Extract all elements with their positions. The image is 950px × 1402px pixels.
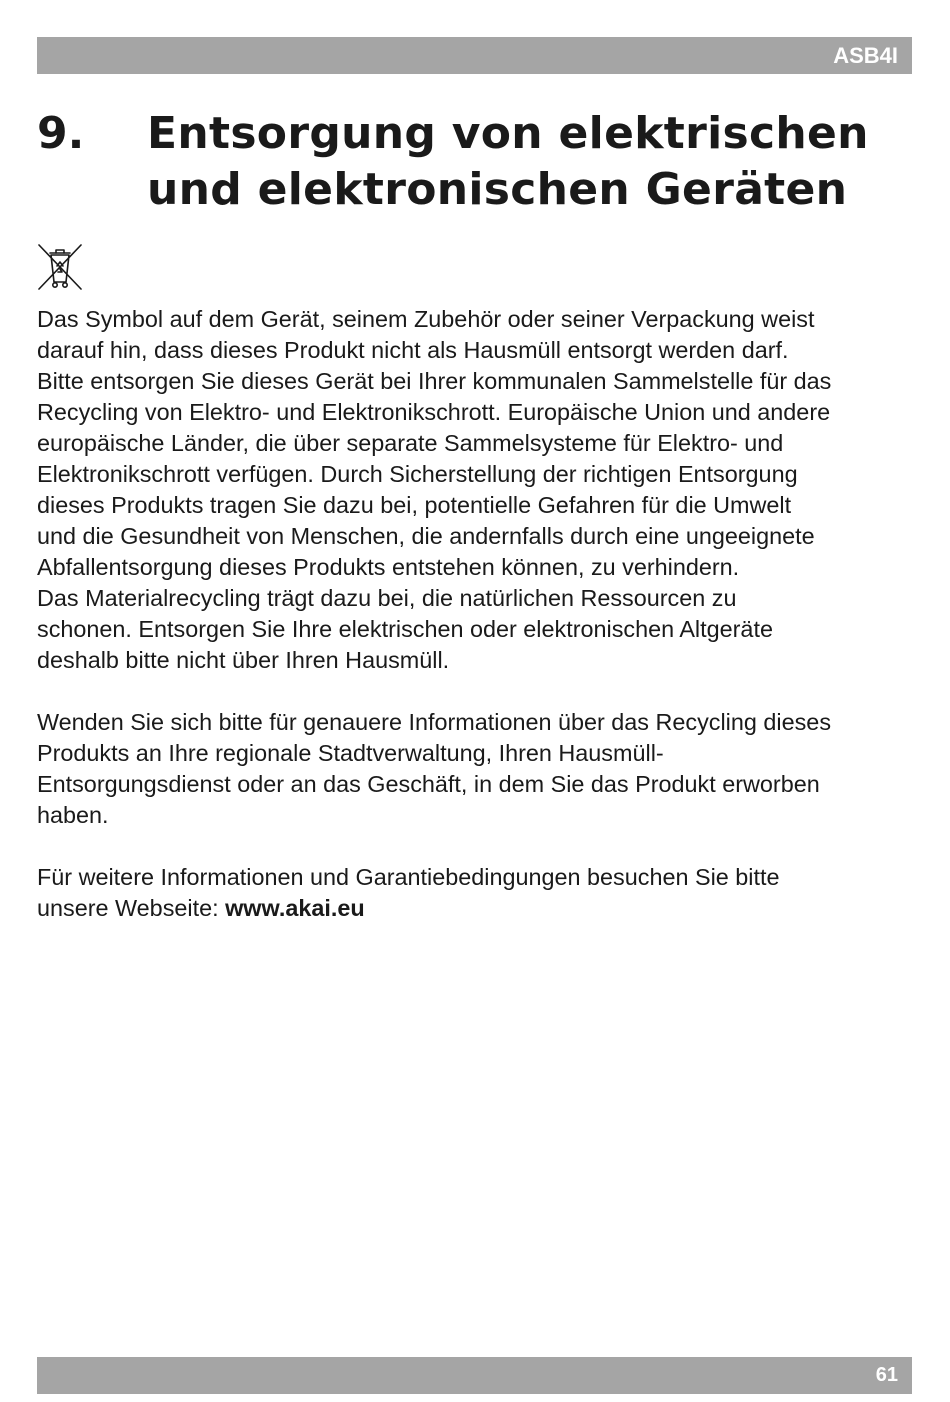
text-line: Das Symbol auf dem Gerät, seinem Zubehör oder seiner Verpackung weist: [37, 306, 815, 332]
text-line: schonen. Entsorgen Sie Ihre elektrischen oder elektronischen Altgeräte: [37, 616, 773, 642]
text-line: dieses Produkts tragen Sie dazu bei, potentielle Gefahren für die Umwelt: [37, 492, 792, 518]
header-bar: [37, 37, 912, 74]
section-title-line-2: und elektronischen Geräten: [147, 164, 848, 215]
page-number: 61: [875, 1364, 898, 1386]
text-line: Abfallentsorgung dieses Produkts entstehen können, zu verhindern.: [37, 554, 740, 580]
model-name: ASB4I: [833, 43, 898, 68]
text-line: Recycling von Elektro- und Elektronikschrott. Europäische Union und andere: [37, 399, 831, 425]
text-line: Entsorgungsdienst oder an das Geschäft, in dem Sie das Produkt erworben: [37, 771, 820, 797]
paragraph-contact: [37, 707, 917, 831]
website-prefix: unsere Webseite:: [37, 895, 226, 921]
text-line: Wenden Sie sich bitte für genauere Informationen über das Recycling dieses: [37, 709, 832, 735]
text-line: deshalb bitte nicht über Ihren Hausmüll.: [37, 647, 450, 673]
paragraph-website: [37, 862, 917, 924]
footer-bar: [37, 1357, 912, 1394]
text-line: Produkts an Ihre regionale Stadtverwaltung, Ihren Hausmüll-: [37, 740, 664, 766]
text-line: [37, 893, 917, 924]
text-line: Das Materialrecycling trägt dazu bei, die natürlichen Ressourcen zu: [37, 585, 737, 611]
website-link[interactable]: www.akai.eu: [225, 895, 365, 921]
body-content: [37, 304, 917, 955]
text-line: haben.: [37, 802, 109, 828]
text-line: europäische Länder, die über separate Sammelsysteme für Elektro- und: [37, 430, 784, 456]
text-line: Bitte entsorgen Sie dieses Gerät bei Ihrer kommunalen Sammelstelle für das: [37, 368, 832, 394]
text-line: Elektronikschrott verfügen. Durch Sicherstellung der richtigen Entsorgung: [37, 461, 798, 487]
section-title: [147, 106, 907, 218]
paragraph-disposal: [37, 304, 917, 676]
text-line: Für weitere Informationen und Garantiebedingungen besuchen Sie bitte: [37, 864, 780, 890]
section-number: 9.: [37, 108, 85, 159]
text-line: und die Gesundheit von Menschen, die andernfalls durch eine ungeeignete: [37, 523, 815, 549]
weee-crossed-bin-icon: [36, 242, 84, 292]
text-line: darauf hin, dass dieses Produkt nicht als Hausmüll entsorgt werden darf.: [37, 337, 789, 363]
section-title-line-1: Entsorgung von elektrischen: [147, 108, 869, 159]
